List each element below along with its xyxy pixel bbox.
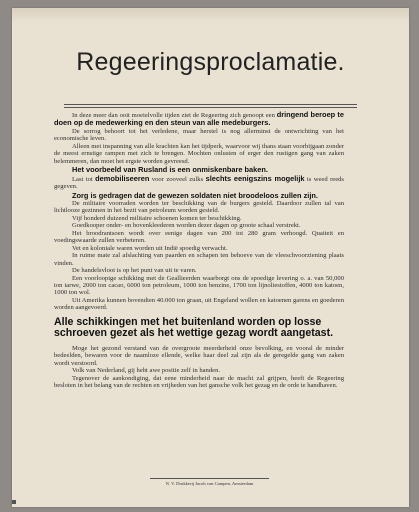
paragraph: De sorrog behoort tot het verledene, maar herstel is nog allerminst de ontwrichting van het economische leven. <box>54 127 344 143</box>
paragraph: In deze meer dan ooit moeielvolle tijden ziet de Regeering zich genoopt een dringend beroep te doen op de medewerking en den steun van alle medeburgers. <box>54 110 345 128</box>
paragraph-bold: Zorg is gedragen dat de gewezen soldaten niet broodeloos zullen zijn. <box>72 190 318 200</box>
paragraph: Goedkooper onder- en bovenkleederen worden dezer dagen op groote schaal verstrekt. <box>72 222 301 230</box>
title-divider-double <box>64 107 357 108</box>
paragraph: Uit Amerika kunnen bovendien 40.000 ton graan, uit Engeland wollen en katoenen garens en goederen worden aangevoerd. <box>54 296 344 312</box>
paragraph: Vijf honderd duizend militaire schoenen komen ter beschikking. <box>72 214 242 222</box>
corner-mark <box>12 500 16 504</box>
paragraph: Volk van Nederland, gij hebt awe positie zelf in handen. <box>72 367 221 375</box>
page-title: Regeeringsproclamatie. <box>76 48 345 76</box>
paragraph: Moge het gezond verstand van de overgroote meerderheid onze bevolking, en vooral de minder bedeelden, bewaren voor de naamloze ellende, welke haar deel zal zijn als de geregelde gang van zaken wordt verstoord. <box>54 344 344 367</box>
paragraph: Het broodrantsoen wordt over eenige dagen van 200 tot 280 gram verhoogd. Quaiteit en voedingswaarde zullen verbeteren. <box>54 229 344 245</box>
proclamation-body <box>54 111 344 390</box>
printer-credit: N. V. Drukkerij Jacob van Campen, Amsterdam <box>165 481 254 486</box>
headline-warning: Alle schikkingen met het buitenland worden op losse schroeven gezet als het wettige gezag wordt aangetast. <box>54 315 334 340</box>
paragraph: In ruime mate zal afslachting van paarden en schapen ten behoeve van de vleeschvoorziening plaats vinden. <box>54 252 344 267</box>
paragraph: Vet en koloniale waren worden uit Indië spoedig verwacht. <box>72 244 228 252</box>
printer-divider <box>150 478 269 479</box>
paragraph: Tegenover de aankondiging, dat eene minderheid naar de macht zal grijpen, heeft de Regeering besloten in het belang van de rechten en vrijheden van het gansche volk het gezag en de orde te handhaven. <box>54 374 344 390</box>
paragraph: Een voorloopige schikking met de Geallieerden waarborgt ons de spoedige levering o. a. van 50,000 ton tarwe, 2000 ton cacao, 6000 ton petroleum, 1000 ton benzine, 1700 ton lijnoliestoffen, 4000 ton katoen, 1000 ton wol. <box>54 274 344 297</box>
paragraph: Last tot demobiliseeren voor zooveel zulks slechts eenigszins mogelijk is weed reeds gegeven. <box>54 173 344 191</box>
paragraph: De handelsvloot is op het punt van uit te varen. <box>72 267 197 275</box>
title-divider <box>64 104 357 105</box>
paragraph: Alleen met inspanning van alle krachten kan het tijdperk, waarvoor wij thans staan voorbijgaan zonder de meest ernstige rampen met zich te brengen. Mochten onlusten of erger den rustigen gang van zaken belemmeren, dan moet het ergste worden gevreesd. <box>54 142 344 165</box>
paragraph-bold: Het voorbeeld van Rusland is een onmiskenbare baken. <box>72 165 268 175</box>
paragraph: De militaire voorraden worden ter beschikking van de burgers gesteld. Daardoor zullen tal van lichtlooze gezinnen in het bezit van petroleum worden gesteld. <box>54 199 344 215</box>
